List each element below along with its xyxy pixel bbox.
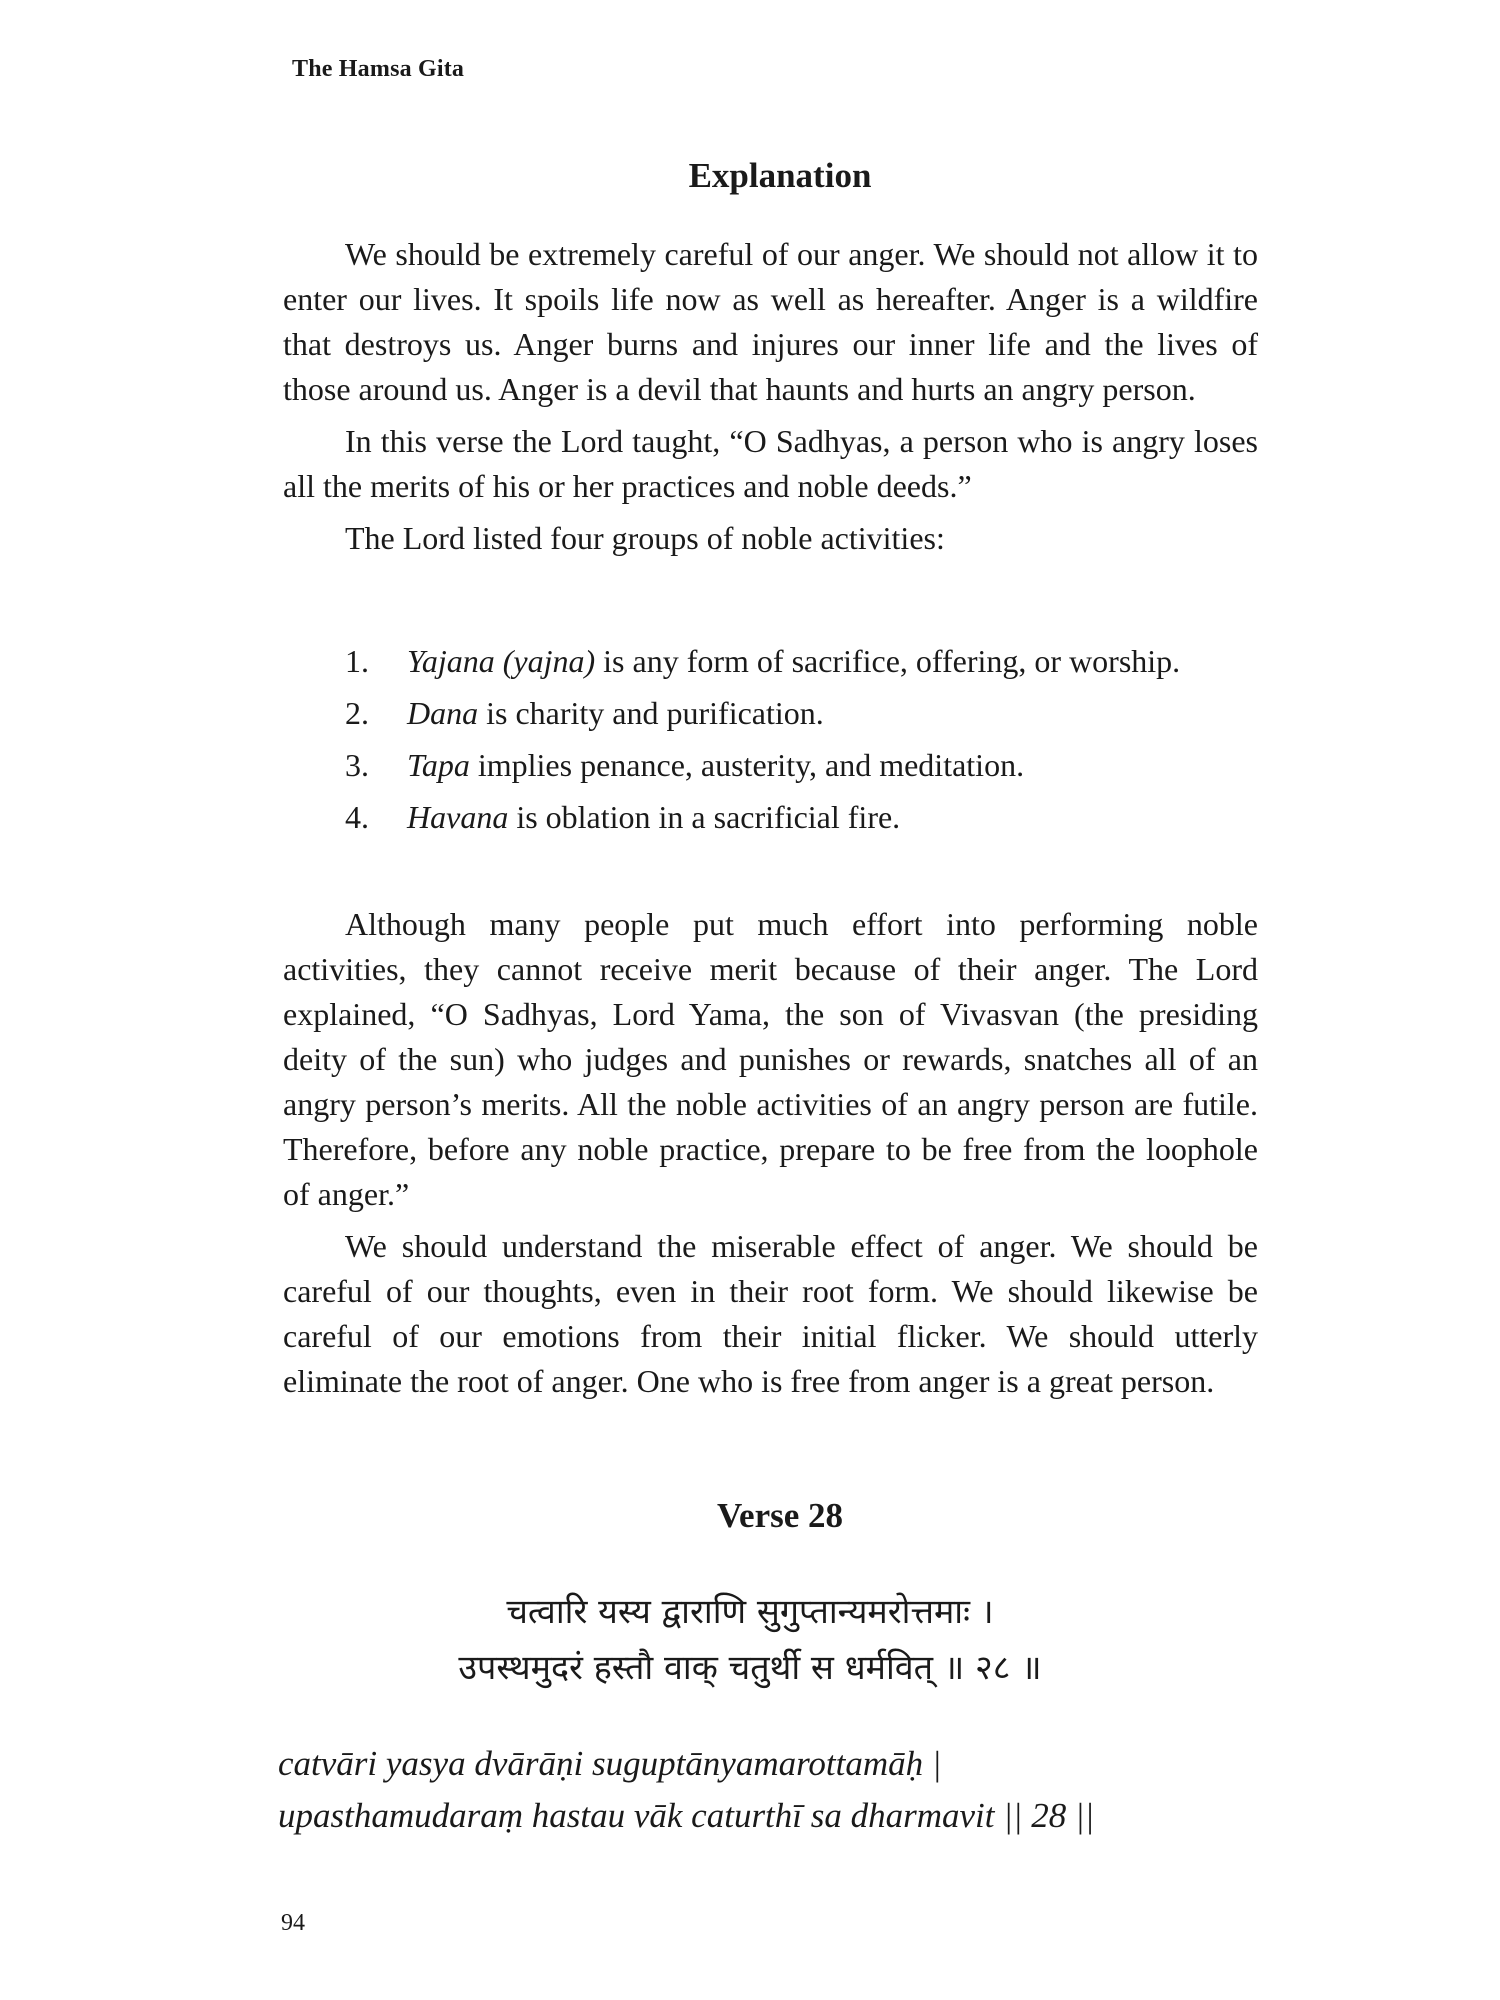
list-item <box>345 691 1258 736</box>
noble-activities-list <box>345 639 1258 847</box>
list-item <box>345 639 1258 684</box>
page-number: 94 <box>281 1910 305 1936</box>
list-item-term: Havana <box>407 799 509 835</box>
transliteration-line: catvāri yasya dvārāṇi suguptānyamarottamāḥ | <box>278 1744 942 1783</box>
list-item-description: is any form of sacrifice, offering, or worship. <box>595 643 1181 679</box>
list-item-description: implies penance, austerity, and meditation. <box>469 747 1025 783</box>
list-item-term: Dana <box>407 695 479 731</box>
list-item-number: 2. <box>345 695 369 731</box>
devanagari-line: उपस्थमुदरं हस्तौ वाक् चतुर्थी स धर्मवित् ॥ २८ ॥ <box>458 1648 1042 1688</box>
verse-transliteration <box>278 1738 1278 1842</box>
verse-devanagari <box>0 1584 1500 1696</box>
list-item-number: 1. <box>345 643 369 679</box>
explanation-text-part-2 <box>283 902 1258 1404</box>
explanation-text-part-1 <box>283 232 1258 561</box>
list-item-number: 4. <box>345 799 369 835</box>
paragraph: We should understand the miserable effect of anger. We should be careful of our thoughts, even in their root form. We should likewise be careful of our emotions from their initial flicker. We should utterly eliminate the root of anger. One who is free from anger is a great person. <box>283 1228 1258 1399</box>
list-item <box>345 795 1258 840</box>
paragraph: The Lord listed four groups of noble activities: <box>345 520 945 556</box>
list-item <box>345 743 1258 788</box>
list-item-description: is oblation in a sacrificial fire. <box>508 799 901 835</box>
list-item-description: is charity and purification. <box>478 695 824 731</box>
running-head: The Hamsa Gita <box>292 56 465 82</box>
paragraph: We should be extremely careful of our anger. We should not allow it to enter our lives. It spoils life now as well as hereafter. Anger is a wildfire that destroys us. Anger burns and injures our inner life and the lives of those around us. Anger is a devil that haunts and hurts an angry person. <box>283 236 1258 407</box>
transliteration-line: upasthamudaraṃ hastau vāk caturthī sa dharmavit || 28 || <box>278 1796 1095 1835</box>
section-title-explanation: Explanation <box>688 156 872 195</box>
list-item-term: Tapa <box>407 747 470 783</box>
list-item-number: 3. <box>345 747 369 783</box>
devanagari-line: चत्वारि यस्य द्वाराणि सुगुप्तान्यमरोत्तमाः । <box>506 1592 994 1632</box>
paragraph: Although many people put much effort into performing noble activities, they cannot receive merit because of their anger. The Lord explained, “O Sadhyas, Lord Yama, the son of Vivasvan (the presiding deity of the sun) who judges and punishes or rewards, snatches all of an angry person’s merits. All the noble activities of an angry person are futile. Therefore, before any noble practice, prepare to be free from the loophole of anger.” <box>283 906 1258 1212</box>
section-title-verse: Verse 28 <box>716 1496 844 1535</box>
list-item-term: Yajana (yajna) <box>407 643 596 679</box>
paragraph: In this verse the Lord taught, “O Sadhyas, a person who is angry loses all the merits of his or her practices and noble deeds.” <box>283 423 1258 504</box>
